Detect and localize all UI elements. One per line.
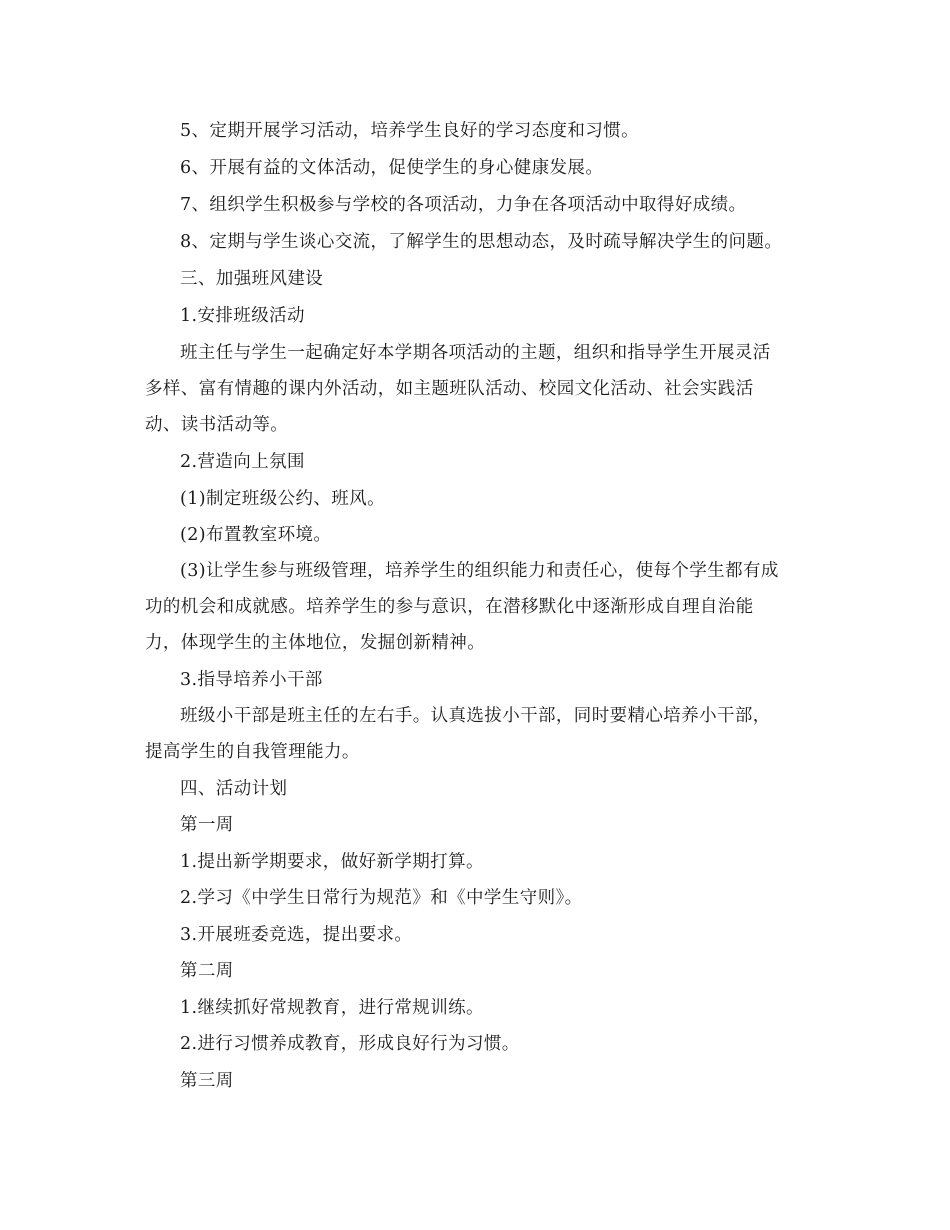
paragraph-line: 多样、富有情趣的课内外活动，如主题班队活动、校园文化活动、社会实践活	[145, 379, 754, 399]
section-heading: 三、加强班风建设	[180, 269, 324, 289]
paragraph-line: 力，体现学生的主体地位，发掘创新精神。	[145, 633, 486, 653]
list-item: 3.开展班委竞选，提出要求。	[180, 925, 413, 945]
paragraph-line: 功的机会和成就感。培养学生的参与意识，在潜移默化中逐渐形成自理自治能	[145, 597, 754, 617]
paragraph-line: 5、定期开展学习活动，培养学生良好的学习态度和习惯。	[180, 121, 640, 141]
list-item: 2.学习《中学生日常行为规范》和《中学生守则》。	[180, 888, 583, 908]
list-item: 1.继续抓好常规教育，进行常规训练。	[180, 998, 484, 1018]
paragraph-line: 8、定期与学生谈心交流，了解学生的思想动态，及时疏导解决学生的问题。	[180, 232, 783, 252]
list-item: (3)让学生参与班级管理，培养学生的组织能力和责任心，使每个学生都有成	[180, 561, 779, 581]
paragraph-line: 班主任与学生一起确定好本学期各项活动的主题，组织和指导学生开展灵活	[180, 343, 771, 363]
week-heading: 第一周	[180, 815, 234, 835]
list-item: (1)制定班级公约、班风。	[180, 489, 385, 509]
subsection-heading: 1.安排班级活动	[180, 306, 305, 326]
paragraph-line: 动、读书活动等。	[145, 415, 289, 435]
paragraph-line: 6、开展有益的文体活动，促使学生的身心健康发展。	[180, 158, 604, 178]
paragraph-line: 提高学生的自我管理能力。	[145, 742, 360, 762]
subsection-heading: 3.指导培养小干部	[180, 670, 323, 690]
list-item: (2)布置教室环境。	[180, 525, 332, 545]
subsection-heading: 2.营造向上氛围	[180, 452, 305, 472]
list-item: 2.进行习惯养成教育，形成良好行为习惯。	[180, 1034, 520, 1054]
week-heading: 第三周	[180, 1071, 234, 1091]
paragraph-line: 7、组织学生积极参与学校的各项活动，力争在各项活动中取得好成绩。	[180, 195, 747, 215]
week-heading: 第二周	[180, 961, 234, 981]
paragraph-line: 班级小干部是班主任的左右手。认真选拔小干部，同时要精心培养小干部，	[180, 706, 771, 726]
section-heading: 四、活动计划	[180, 779, 288, 799]
list-item: 1.提出新学期要求，做好新学期打算。	[180, 852, 484, 872]
